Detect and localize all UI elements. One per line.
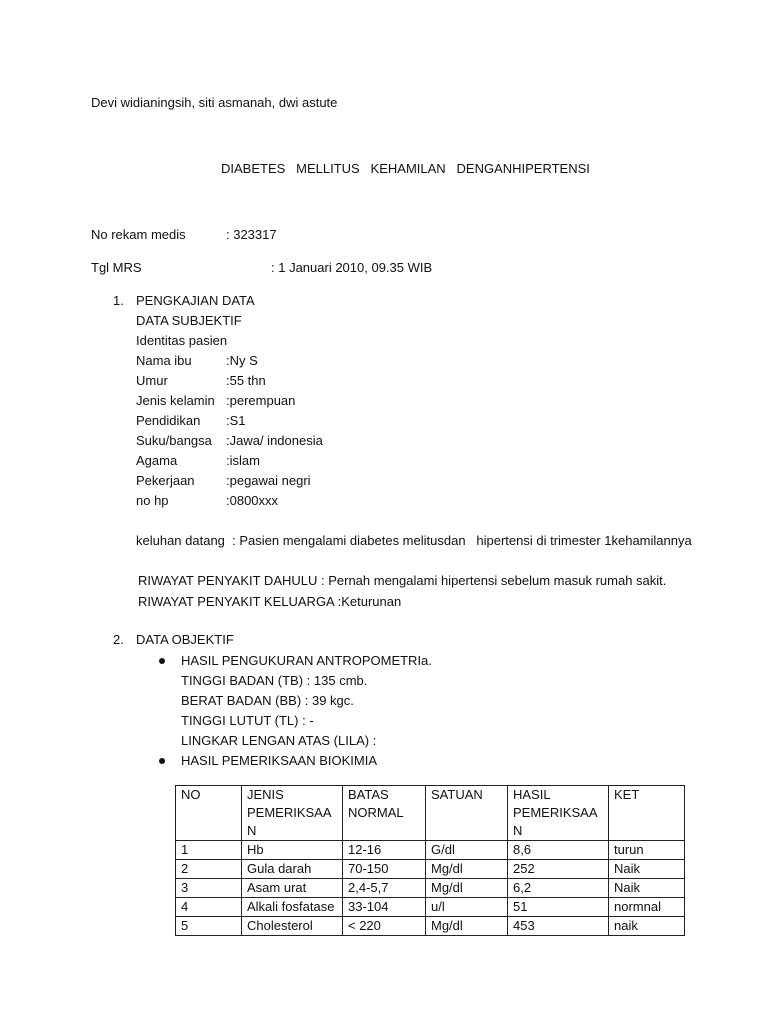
table-cell: 252 (508, 860, 609, 879)
table-header-cell: SATUAN (426, 786, 508, 841)
table-cell: 5 (176, 917, 242, 936)
table-row (176, 860, 685, 879)
section1-title: PENGKAJIAN DATA (136, 293, 255, 308)
biokimia-heading: HASIL PEMERIKSAAN BIOKIMIA (181, 753, 378, 768)
table-cell: Asam urat (242, 879, 343, 898)
table-cell: 8,6 (508, 841, 609, 860)
table-header-cell: HASIL PEMERIKSAAN (508, 786, 609, 841)
field-value: :perempuan (226, 393, 296, 408)
antropometri-item: TINGGI LUTUT (TL) : - (181, 713, 314, 728)
table-cell: G/dl (426, 841, 508, 860)
table-cell: 4 (176, 898, 242, 917)
tgl-mrs-label: Tgl MRS (91, 260, 142, 275)
riwayat-dahulu-line: RIWAYAT PENYAKIT DAHULU : Pernah mengalami hipertensi sebelum masuk rumah sakit. (138, 573, 667, 588)
table-header-cell: NO (176, 786, 242, 841)
table-cell: Mg/dl (426, 879, 508, 898)
antropometri-item: TINGGI BADAN (TB) : 135 cmb. (181, 673, 368, 688)
antropometri-item: LINGKAR LENGAN ATAS (LILA) : (181, 733, 377, 748)
table-cell: 70-150 (343, 860, 426, 879)
table-cell: Gula darah (242, 860, 343, 879)
field-label: Nama ibu (136, 353, 192, 368)
keluhan-line: keluhan datang : Pasien mengalami diabetes melitusdan hipertensi di trimester 1kehamilannya (136, 533, 692, 548)
table-cell: Cholesterol (242, 917, 343, 936)
table-cell: Naik (609, 860, 685, 879)
section1-number: 1. (113, 293, 124, 308)
table-row (176, 841, 685, 860)
table-row (176, 898, 685, 917)
table-cell: 1 (176, 841, 242, 860)
rekam-medis-value: : 323317 (226, 227, 277, 242)
field-value: :pegawai negri (226, 473, 311, 488)
table-cell: 6,2 (508, 879, 609, 898)
table-cell: 453 (508, 917, 609, 936)
table-cell: 51 (508, 898, 609, 917)
authors-line: Devi widianingsih, siti asmanah, dwi astute (91, 95, 338, 110)
document-title: DIABETES MELLITUS KEHAMILAN DENGANHIPERTENSI (221, 161, 590, 176)
table-cell: Mg/dl (426, 860, 508, 879)
field-value: :islam (226, 453, 260, 468)
bullet-icon (159, 658, 165, 664)
field-label: Umur (136, 373, 168, 388)
biokimia-table (175, 785, 685, 936)
section2-title: DATA OBJEKTIF (136, 632, 234, 647)
field-value: :55 thn (226, 373, 266, 388)
field-value: :0800xxx (226, 493, 279, 508)
table-cell: < 220 (343, 917, 426, 936)
table-cell: u/l (426, 898, 508, 917)
table-header-cell: KET (609, 786, 685, 841)
table-cell: naik (609, 917, 685, 936)
field-value: :Ny S (226, 353, 258, 368)
table-cell: 2,4-5,7 (343, 879, 426, 898)
table-cell: 12-16 (343, 841, 426, 860)
table-cell: turun (609, 841, 685, 860)
table-header-cell: BATAS NORMAL (343, 786, 426, 841)
table-row (176, 917, 685, 936)
table-cell: Mg/dl (426, 917, 508, 936)
field-label: no hp (136, 493, 169, 508)
table-cell: Hb (242, 841, 343, 860)
table-cell: normnal (609, 898, 685, 917)
field-value: :Jawa/ indonesia (226, 433, 323, 448)
field-label: Pendidikan (136, 413, 201, 428)
table-cell: Alkali fosfatase (242, 898, 343, 917)
table-row (176, 879, 685, 898)
identitas-heading: Identitas pasien (136, 333, 228, 348)
table-header-cell: JENIS PEMERIKSAAN (242, 786, 343, 841)
section2-number: 2. (113, 632, 124, 647)
tgl-mrs-value: : 1 Januari 2010, 09.35 WIB (271, 260, 433, 275)
section1-subtitle: DATA SUBJEKTIF (136, 313, 242, 328)
riwayat-keluarga-line: RIWAYAT PENYAKIT KELUARGA :Keturunan (138, 594, 402, 609)
table-cell: 2 (176, 860, 242, 879)
antropometri-item: BERAT BADAN (BB) : 39 kgc. (181, 693, 354, 708)
field-label: Pekerjaan (136, 473, 195, 488)
table-cell: 33-104 (343, 898, 426, 917)
field-value: :S1 (226, 413, 246, 428)
table-header-row (176, 786, 685, 841)
table-cell: Naik (609, 879, 685, 898)
antropometri-heading: HASIL PENGUKURAN ANTROPOMETRIa. (181, 653, 432, 668)
field-label: Agama (136, 453, 178, 468)
rekam-medis-label: No rekam medis (91, 227, 186, 242)
field-label: Jenis kelamin (136, 393, 215, 408)
bullet-icon (159, 758, 165, 764)
field-label: Suku/bangsa (136, 433, 212, 448)
table-cell: 3 (176, 879, 242, 898)
